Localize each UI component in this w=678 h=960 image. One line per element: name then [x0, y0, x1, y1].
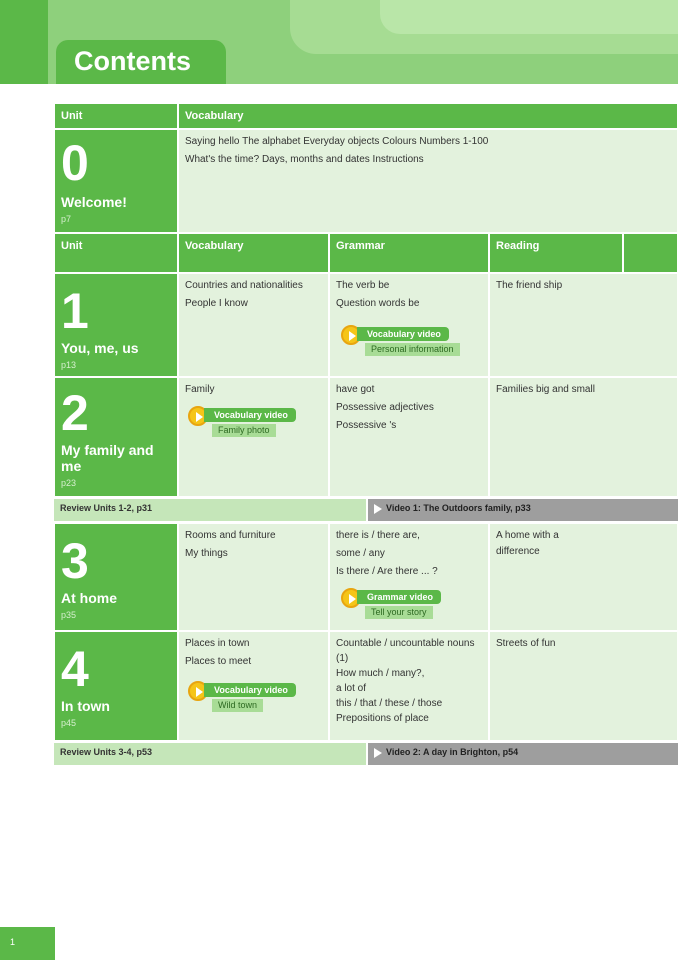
play-icon [374, 504, 382, 514]
grammar-item: Question words be [336, 298, 420, 309]
grammar-item: have got [336, 384, 375, 395]
page-number: 1 [10, 937, 16, 947]
video-2-bar[interactable] [368, 743, 678, 765]
unit-page: p7 [61, 214, 72, 224]
play-icon [374, 748, 382, 758]
vocab-item: People I know [185, 298, 248, 309]
video-1-bar[interactable] [368, 499, 678, 521]
unit-name: You, me, us [61, 340, 139, 356]
welcome-line-2: What's the time? Days, months and dates Instructions [185, 154, 424, 165]
unit-name: In town [61, 698, 110, 714]
video-2-title: Video 2: A day in Brighton, p54 [386, 747, 519, 757]
video-label: Vocabulary video [204, 408, 296, 422]
grammar-item: Is there / Are there ... ? [336, 566, 438, 577]
review-units-3-4[interactable]: Review Units 3-4, p53 [54, 743, 366, 765]
video-caption: Tell your story [365, 606, 433, 619]
grammar-item: Possessive 's [336, 420, 397, 431]
vocab-item: Countries and nationalities [185, 280, 303, 291]
reading-item: A home with a difference [496, 530, 559, 557]
unit-page: p13 [61, 360, 77, 370]
reading-item: The friend ship [496, 280, 563, 291]
review-units-1-2[interactable]: Review Units 1-2, p31 [54, 499, 366, 521]
unit-number: 1 [61, 283, 89, 339]
column-header-extra [623, 233, 678, 273]
video-label: Grammar video [357, 590, 441, 604]
video-label: Vocabulary video [204, 683, 296, 697]
unit-2-grammar [329, 377, 489, 497]
header-side-strip [0, 0, 48, 84]
column-header-vocabulary: Vocabulary [178, 103, 678, 129]
unit-3-reading [489, 523, 678, 631]
unit-3-cell [54, 523, 178, 631]
unit-1-vocabulary [178, 273, 329, 377]
unit-number: 4 [61, 641, 89, 697]
vocab-item: My things [185, 548, 228, 559]
column-header-reading: Reading [489, 233, 623, 273]
unit-page: p23 [61, 478, 77, 488]
vocab-item: Family [185, 384, 215, 395]
video-caption: Wild town [212, 699, 263, 712]
unit-1-reading [489, 273, 678, 377]
unit-4-cell [54, 631, 178, 741]
unit-name: Welcome! [61, 194, 127, 210]
unit-page: p35 [61, 610, 77, 620]
grammar-item: a lot of [336, 683, 367, 694]
unit-2-cell [54, 377, 178, 497]
unit-number: 3 [61, 533, 89, 589]
grammar-item: Countable / uncountable nouns (1) [336, 638, 475, 664]
header-decoration-inner [380, 0, 678, 34]
vocab-item: Places to meet [185, 656, 252, 667]
grammar-item: there is / there are, [336, 530, 420, 541]
unit-number: 0 [61, 135, 89, 191]
unit-0-cell [54, 129, 178, 233]
column-header-unit: Unit [54, 103, 178, 129]
grammar-item: The verb be [336, 280, 390, 291]
video-caption: Personal information [365, 343, 460, 356]
page-number-tab [0, 927, 55, 960]
video-label: Vocabulary video [357, 327, 449, 341]
unit-2-vocabulary [178, 377, 329, 497]
unit-number: 2 [61, 385, 89, 441]
unit-name: At home [61, 590, 117, 606]
unit-4-reading [489, 631, 678, 741]
welcome-line-1: Saying hello The alphabet Everyday objects Colours Numbers 1-100 [185, 136, 489, 147]
video-1-title: Video 1: The Outdoors family, p33 [386, 503, 531, 513]
vocab-item: Places in town [185, 638, 250, 649]
grammar-item: some / any [336, 548, 385, 559]
unit-page: p45 [61, 718, 77, 728]
column-header-unit-2: Unit [54, 233, 178, 273]
video-caption: Family photo [212, 424, 276, 437]
page-title: Contents [74, 46, 191, 76]
grammar-item: Prepositions of place [336, 713, 429, 724]
grammar-item: this / that / these / those [336, 698, 443, 709]
unit-3-vocabulary [178, 523, 329, 631]
reading-item: Streets of fun [496, 638, 556, 649]
reading-item: Families big and small [496, 384, 595, 395]
welcome-content [178, 129, 678, 233]
vocab-item: Rooms and furniture [185, 530, 276, 541]
column-header-vocabulary-2: Vocabulary [178, 233, 329, 273]
grammar-item: How much / many?, [336, 668, 425, 679]
grammar-item: Possessive adjectives [336, 402, 434, 413]
unit-1-cell [54, 273, 178, 377]
unit-4-grammar [329, 631, 489, 741]
unit-name: My family and me [61, 442, 154, 474]
column-header-grammar: Grammar [329, 233, 489, 273]
unit-2-reading [489, 377, 678, 497]
